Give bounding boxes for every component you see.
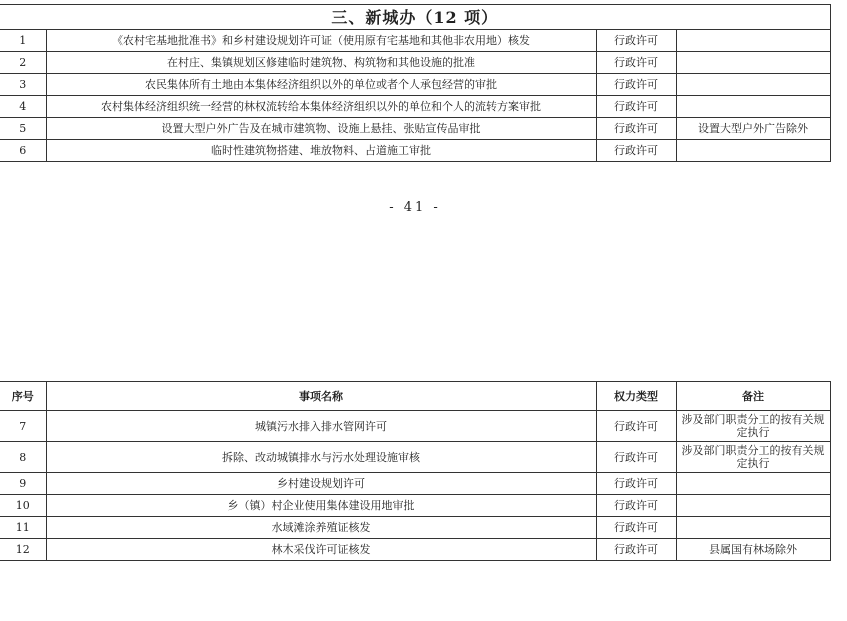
row-number: 6	[0, 140, 46, 162]
power-type: 行政许可	[596, 140, 676, 162]
remark	[676, 52, 830, 74]
item-name: 乡村建设规划许可	[46, 473, 596, 495]
power-type: 行政许可	[596, 52, 676, 74]
remark	[676, 473, 830, 495]
table-row	[0, 411, 830, 442]
row-number: 11	[0, 517, 46, 539]
power-type: 行政许可	[596, 473, 676, 495]
row-number: 5	[0, 118, 46, 140]
row-number: 4	[0, 96, 46, 118]
table-row	[0, 30, 830, 52]
remark	[676, 30, 830, 52]
header-remark: 备注	[676, 382, 830, 411]
table-row	[0, 74, 830, 96]
table-row	[0, 52, 830, 74]
power-type: 行政许可	[596, 118, 676, 140]
power-type: 行政许可	[596, 96, 676, 118]
header-number: 序号	[0, 382, 46, 411]
table-row	[0, 118, 830, 140]
remark	[676, 517, 830, 539]
item-name: 水域滩涂养殖证核发	[46, 517, 596, 539]
table-row	[0, 442, 830, 473]
table-header-row	[0, 382, 830, 411]
items-table-bottom	[0, 381, 831, 561]
row-number: 2	[0, 52, 46, 74]
row-number: 7	[0, 411, 46, 442]
table-row	[0, 517, 830, 539]
remark	[676, 74, 830, 96]
power-type: 行政许可	[596, 442, 676, 473]
table-row	[0, 539, 830, 561]
item-name: 在村庄、集镇规划区修建临时建筑物、构筑物和其他设施的批准	[46, 52, 596, 74]
page-number: - 41 -	[389, 200, 441, 215]
table-row	[0, 473, 830, 495]
remark	[676, 96, 830, 118]
row-number: 1	[0, 30, 46, 52]
item-name: 设置大型户外广告及在城市建筑物、设施上悬挂、张贴宣传品审批	[46, 118, 596, 140]
item-name: 拆除、改动城镇排水与污水处理设施审核	[46, 442, 596, 473]
item-name: 城镇污水排入排水管网许可	[46, 411, 596, 442]
remark	[676, 495, 830, 517]
row-number: 10	[0, 495, 46, 517]
power-type: 行政许可	[596, 539, 676, 561]
item-name: 农村集体经济组织统一经营的林权流转给本集体经济组织以外的单位和个人的流转方案审批	[46, 96, 596, 118]
row-number: 9	[0, 473, 46, 495]
table-row	[0, 140, 830, 162]
item-name: 临时性建筑物搭建、堆放物料、占道施工审批	[46, 140, 596, 162]
power-type: 行政许可	[596, 74, 676, 96]
remark: 县属国有林场除外	[676, 539, 830, 561]
power-type: 行政许可	[596, 495, 676, 517]
power-type: 行政许可	[596, 411, 676, 442]
remark: 涉及部门职责分工的按有关规定执行	[676, 442, 830, 473]
header-power-type: 权力类型	[596, 382, 676, 411]
section-title: 三、新城办（12 项）	[0, 5, 830, 30]
item-name: 林木采伐许可证核发	[46, 539, 596, 561]
item-name: 农民集体所有土地由本集体经济组织以外的单位或者个人承包经营的审批	[46, 74, 596, 96]
row-number: 8	[0, 442, 46, 473]
power-type: 行政许可	[596, 30, 676, 52]
table-row	[0, 495, 830, 517]
power-type: 行政许可	[596, 517, 676, 539]
item-name: 乡（镇）村企业使用集体建设用地审批	[46, 495, 596, 517]
remark: 设置大型户外广告除外	[676, 118, 830, 140]
remark	[676, 140, 830, 162]
table-row	[0, 96, 830, 118]
item-name: 《农村宅基地批准书》和乡村建设规划许可证（使用原有宅基地和其他非农用地）核发	[46, 30, 596, 52]
row-number: 3	[0, 74, 46, 96]
header-item-name: 事项名称	[46, 382, 596, 411]
row-number: 12	[0, 539, 46, 561]
items-table-top	[0, 4, 831, 162]
remark: 涉及部门职责分工的按有关规定执行	[676, 411, 830, 442]
